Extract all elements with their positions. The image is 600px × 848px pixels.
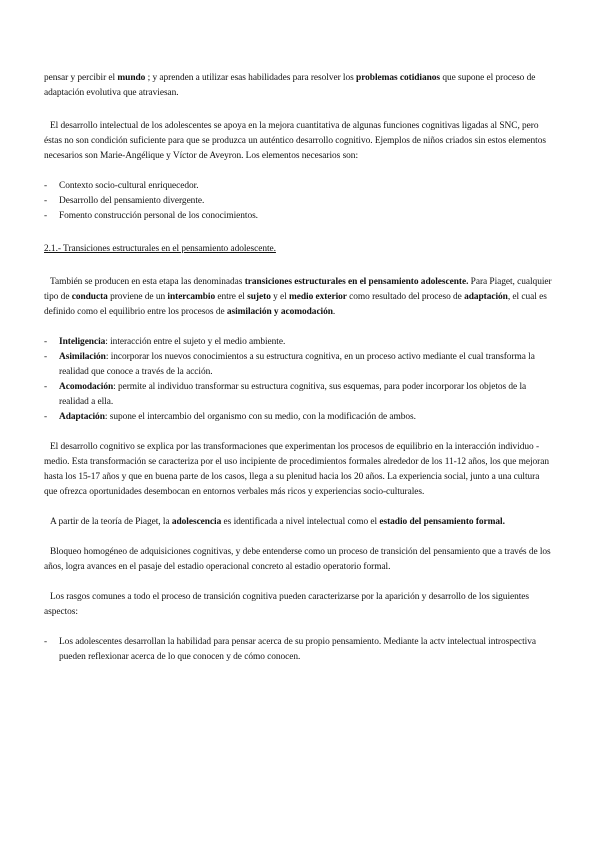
text-run: es identificada a nivel intelectual como el (221, 517, 380, 527)
bold-term: medio exterior (289, 292, 347, 302)
list-dash: - (44, 382, 48, 392)
text-run: Para Piaget, cualquier tipo de (44, 277, 552, 302)
list-dash: - (44, 196, 48, 206)
section-heading: 2.1.- Transiciones estructurales en el pensamiento adolescente. (44, 244, 276, 254)
paragraph-continuation (44, 71, 554, 101)
text-run: : supone el intercambio del organismo con su medio, con la modificación de ambos. (104, 412, 416, 422)
paragraph-transiciones (44, 275, 554, 320)
text-run: que supone el proceso de adaptación evolutiva que atraviesan. (44, 73, 536, 98)
text-run: : permite al individuo transformar su estructura cognitiva, sus esquemas, para poder incorporar los objetos de la realidad a ella. (59, 382, 527, 407)
list-dash: - (44, 637, 48, 647)
bold-term: intercambio (167, 292, 216, 302)
list-item-text: Contexto socio-cultural enriquecedor. (59, 181, 199, 191)
bold-term: estadio del pensamiento formal. (379, 517, 505, 527)
text-run: como resultado del proceso de (346, 292, 465, 302)
list-dash: - (44, 181, 48, 191)
text-run: pensar y percibir el (44, 73, 118, 83)
list-item-text (59, 335, 554, 350)
text-run: : incorporar los nuevos conocimientos a su estructura cognitiva, en un proceso activo mediante el cual transforma la realidad que conoce a través de la acción. (59, 352, 535, 377)
list-item (44, 350, 554, 380)
list-item-text: Los adolescentes desarrollan la habilidad para pensar acerca de su propio pensamiento. Mediante la actv intelectual introspectiva pueden reflexionar acerca de lo que conocen y de cómo conocen. (59, 637, 536, 662)
bold-term: transiciones estructurales en el pensamiento adolescente. (244, 277, 469, 287)
list-item-text: Fomento construcción personal de los conocimientos. (59, 211, 258, 221)
bold-term: Inteligencia (59, 337, 106, 347)
list-dash: - (44, 352, 48, 362)
text-run: : interacción entre el sujeto y el medio ambiente. (105, 337, 286, 347)
text-run: entre el (215, 292, 248, 302)
text-run: A partir de la teoría de Piaget, la (50, 517, 172, 527)
list-item-text (59, 350, 554, 380)
paragraph-piaget (44, 515, 554, 530)
bold-term: adaptación (464, 292, 508, 302)
bold-term: asimilación y acomodación (226, 307, 333, 317)
list-item (44, 635, 554, 665)
bold-term: conducta (71, 292, 108, 302)
paragraph-bloqueo: Bloqueo homogéneo de adquisiciones cognitivas, y debe entenderse como un proceso de transición del pensamiento que a través de los años, logra avances en el pasaje del estadio operacional concreto al estadio operatorio formal. (44, 547, 551, 572)
bold-term: adolescencia (171, 517, 222, 527)
paragraph-desarrollo-cognitivo: El desarrollo cognitivo se explica por las transformaciones que experimentan los procesos de equilibrio en la interacción individuo - medio. Esta transformación se caracteriza por el uso incipiente de procedimientos formales alrededor de los 11-12 años, los que mejoran hasta los 15-17 años y que en buena parte de los casos, llega a su plenitud hacia los 20 años. La experiencia social, junto a una cultura que ofrezca oportunidades desembocan en entornos verbales más ricos y experiencias socio-culturales. (44, 442, 549, 497)
bold-term: sujeto (247, 292, 271, 302)
bold-term: problemas cotidianos (356, 73, 441, 83)
bold-term: Asimilación (59, 352, 106, 362)
bold-term: mundo (117, 73, 146, 83)
list-item-text: Desarrollo del pensamiento divergente. (59, 196, 205, 206)
list-item (44, 209, 554, 224)
list-item (44, 380, 554, 410)
list-item (44, 410, 554, 425)
list-dash: - (44, 211, 48, 221)
list-item (44, 335, 554, 350)
bold-term: Acomodación (59, 382, 114, 392)
list-item-text (59, 380, 554, 410)
list-item (44, 194, 554, 209)
text-run: , el cual es definido como el equilibrio entre los procesos de (44, 292, 547, 317)
text-run: También se producen en esta etapa las denominadas (50, 277, 245, 287)
document-page (44, 71, 554, 665)
paragraph-desarrollo-intelectual: El desarrollo intelectual de los adolescentes se apoya en la mejora cuantitativa de algunas funciones cognitivas ligadas al SNC, pero éstas no son condición suficiente para que se produzca un auténtico desarrollo cognitivo. Ejemplos de niños criados sin estos elementos necesarios son Marie-Angélique y Víctor de Aveyron. Los elementos necesarios son: (44, 121, 546, 161)
list-dash: - (44, 412, 48, 422)
text-run: . (332, 307, 336, 317)
text-run: ; y aprenden a utilizar esas habilidades para resolver los (145, 73, 357, 83)
list-item-text (59, 410, 554, 425)
list-dash: - (44, 337, 48, 347)
text-run: proviene de un (107, 292, 168, 302)
bold-term: Adaptación (59, 412, 105, 422)
list-item (44, 179, 554, 194)
paragraph-rasgos: Los rasgos comunes a todo el proceso de transición cognitiva pueden caracterizarse por la aparición y desarrollo de los siguientes aspectos: (44, 592, 530, 617)
text-run: y el (270, 292, 290, 302)
